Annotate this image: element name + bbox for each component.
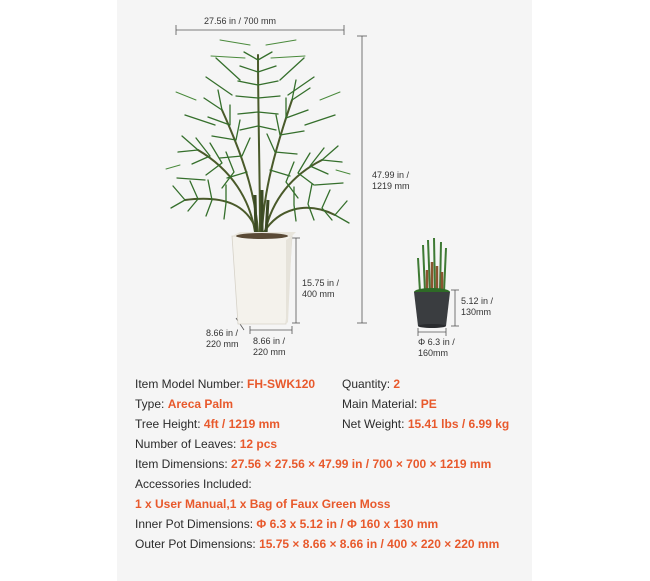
height-dimension-line bbox=[357, 36, 367, 323]
pot-depth-label-line2: 220 mm bbox=[206, 339, 239, 349]
pot-height-dimension-line bbox=[292, 238, 300, 323]
spec-accessories-value: 1 x User Manual,1 x Bag of Faux Green Moss bbox=[135, 497, 391, 511]
pot-width-label-line2: 220 mm bbox=[253, 347, 286, 357]
inner-diameter-label-line1: Φ 6.3 in / bbox=[418, 337, 455, 347]
pot-height-label-line1: 15.75 in / bbox=[302, 278, 340, 288]
spec-item-dimensions: Item Dimensions: 27.56 × 27.56 × 47.99 in / 700 × 700 × 1219 mm bbox=[135, 457, 492, 471]
spec-quantity: Quantity: 2 bbox=[342, 377, 401, 391]
inner-height-label-line2: 130mm bbox=[461, 307, 492, 317]
spec-material: Main Material: PE bbox=[342, 397, 437, 411]
outer-pot bbox=[232, 232, 296, 324]
inner-diameter-label-line2: 160mm bbox=[418, 348, 449, 358]
tree-height-label-line1: 47.99 in / bbox=[372, 170, 410, 180]
spec-tree-height: Tree Height: 4ft / 1219 mm bbox=[135, 417, 280, 431]
pot-width-label-line1: 8.66 in / bbox=[253, 336, 286, 346]
palm-fronds bbox=[166, 40, 350, 232]
pot-depth-label-line1: 8.66 in / bbox=[206, 328, 239, 338]
inner-pot-plant bbox=[414, 238, 450, 328]
spec-type: Type: Areca Palm bbox=[135, 397, 234, 411]
spec-model: Item Model Number: FH-SWK120 bbox=[135, 377, 316, 391]
spec-accessories-label: Accessories Included: bbox=[135, 477, 252, 491]
top-width-label: 27.56 in / 700 mm bbox=[204, 16, 277, 26]
tree-height-label-line2: 1219 mm bbox=[372, 181, 410, 191]
spec-net-weight: Net Weight: 15.41 lbs / 6.99 kg bbox=[342, 417, 510, 431]
spec-inner-pot: Inner Pot Dimensions: Φ 6.3 x 5.12 in / Φ 160 x 130 mm bbox=[135, 517, 439, 531]
inner-height-label-line1: 5.12 in / bbox=[461, 296, 494, 306]
spec-leaves: Number of Leaves: 12 pcs bbox=[135, 437, 278, 451]
spec-outer-pot: Outer Pot Dimensions: 15.75 × 8.66 × 8.66 in / 400 × 220 × 220 mm bbox=[135, 537, 500, 551]
pot-height-label-line2: 400 mm bbox=[302, 289, 335, 299]
